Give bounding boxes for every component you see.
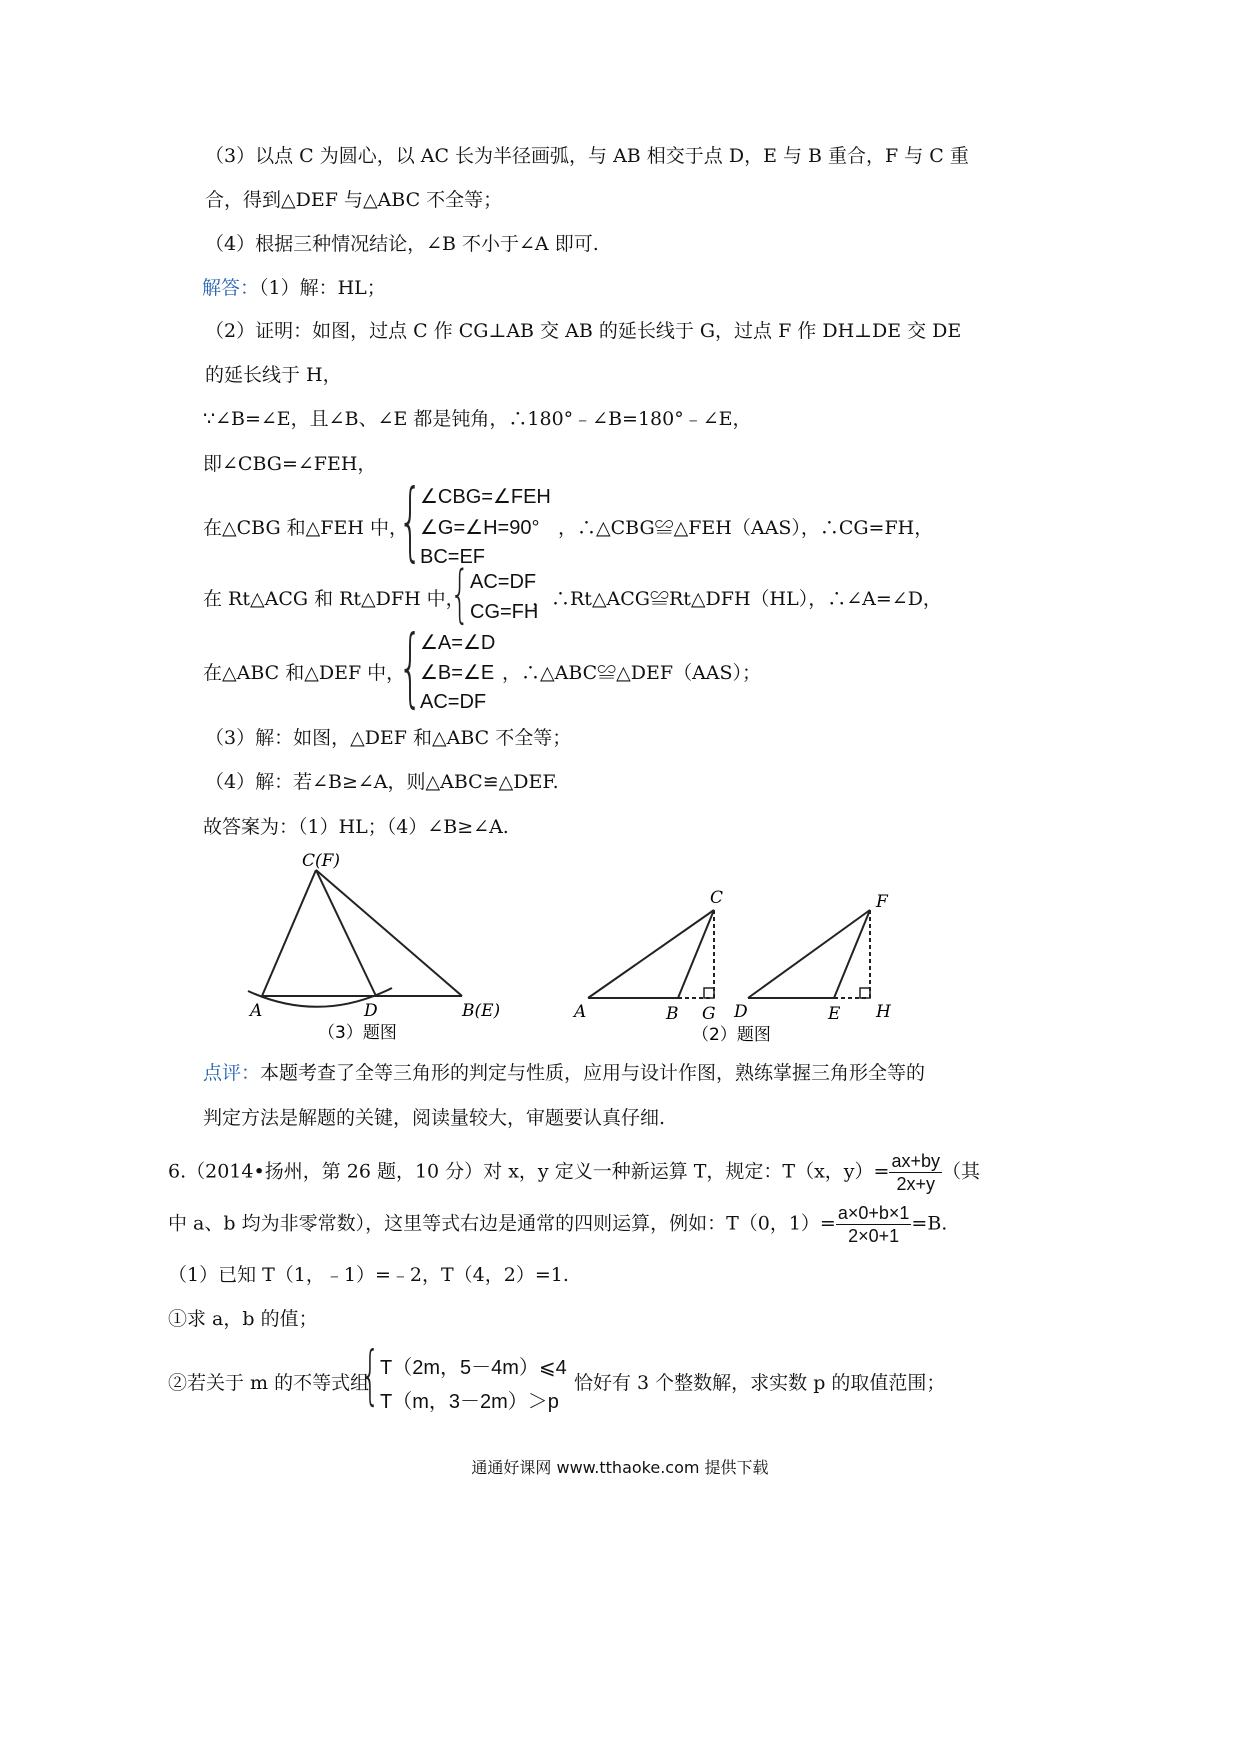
brace-sys1: { [398, 471, 423, 571]
fraction-t-definition [889, 1150, 942, 1195]
sys3-suffix: ，∴△ABC≌△DEF（AAS）； [502, 662, 762, 684]
q6-line1-end: （其 [942, 1160, 981, 1183]
answer-line [202, 275, 386, 301]
fraction-example [836, 1202, 912, 1247]
brace-sys3: { [398, 617, 423, 717]
answer-4: （4）解：若∠B≥∠A，则△ABC≌△DEF. [205, 771, 559, 793]
label-f2: F [876, 892, 888, 912]
label-d2: D [734, 1002, 748, 1022]
side-ca [262, 870, 316, 996]
comment-label: 点评： [203, 1062, 261, 1084]
inequality-line-2: T（m，3－2m）＞p [380, 1391, 559, 1413]
sys1-line-2: ∠G=∠H=90° [420, 517, 540, 539]
right-angle-g [704, 988, 714, 998]
paragraph-3-line1: （3）以点 C 为圆心，以 AC 长为半径画弧，与 AB 相交于点 D，E 与 B 重合，F 与 C 重 [205, 145, 969, 167]
label-b2: B [666, 1004, 679, 1024]
paragraph-3-line2: 合，得到△DEF 与△ABC 不全等； [205, 189, 503, 211]
sys1-line-3: BC=EF [420, 546, 486, 568]
sys3-line-2: ∠B=∠E [420, 662, 495, 684]
brace-sys2: { [450, 557, 470, 630]
q6-part1a: ①求 a，b 的值； [168, 1308, 318, 1330]
ji-line: 即∠CBG=∠FEH， [203, 453, 377, 475]
comment-line1 [203, 1060, 925, 1086]
right-angle-h [860, 988, 870, 998]
label-e2: E [828, 1004, 841, 1024]
label-c: C(F) [302, 851, 341, 871]
q6-line1-text: 6.（2014•扬州，第 26 题，10 分）对 x，y 定义一种新运算 T，规定：T（x，y）= [168, 1160, 890, 1183]
caption-fig2: （2）题图 [692, 1025, 771, 1045]
q6-line2-text: 中 a、b 均为非零常数），这里等式右边是通常的四则运算，例如：T（0，1）= [168, 1212, 836, 1235]
sys2-line-2: CG=FH [470, 601, 539, 623]
sys1-suffix: ，∴△CBG≌△FEH（AAS），∴CG=FH， [558, 517, 934, 539]
frac2-numerator: a×0+b×1 [837, 1203, 910, 1223]
label-b: B(E) [462, 1001, 501, 1021]
frac1-numerator: ax+by [891, 1151, 940, 1171]
comment-line2: 判定方法是解题的关键，阅读量较大，审题要认真仔细. [203, 1107, 666, 1129]
label-d: D [364, 1001, 378, 1021]
q6-line2-end: =B. [911, 1212, 948, 1235]
final-answer: 故答案为：（1）HL；（4）∠B≥∠A. [203, 816, 509, 838]
sys2-line-1: AC=DF [470, 571, 537, 593]
q6-part1: （1）已知 T（1，﹣1）=﹣2，T（4，2）=1. [168, 1264, 569, 1286]
sys1-prefix: 在△CBG 和△FEH 中， [203, 517, 408, 539]
side-cb [316, 870, 462, 996]
label-a: A [250, 1001, 263, 1021]
sys3-prefix: 在△ABC 和△DEF 中， [203, 662, 406, 684]
footer: 通通好课网 www.tthaoke.com 提供下载 [471, 1458, 769, 1477]
side-cd [316, 870, 376, 996]
figure-2-diagram [570, 882, 910, 1052]
q6-part1b-suffix: 恰好有 3 个整数解，求实数 p 的取值范围； [574, 1372, 946, 1394]
since-line: ∵∠B=∠E，且∠B、∠E 都是钝角，∴180°﹣∠B=180°﹣∠E， [203, 408, 752, 430]
comment-text-1: 本题考查了全等三角形的判定与性质，应用与设计作图，熟练掌握三角形全等的 [260, 1062, 926, 1084]
answer-3: （3）解：如图，△DEF 和△ABC 不全等； [205, 727, 572, 749]
figure-3-diagram [240, 848, 540, 1048]
label-g2: G [702, 1004, 716, 1024]
label-a2: A [574, 1002, 587, 1022]
inequality-line-1: T（2m，5－4m）⩽4 [380, 1357, 567, 1379]
proof-2-line1: （2）证明：如图，过点 C 作 CG⊥AB 交 AB 的延长线于 G，过点 F 作 DH⊥DE 交 DE [205, 320, 962, 342]
frac1-denominator: 2x+y [896, 1174, 935, 1194]
frac2-denominator: 2×0+1 [848, 1226, 900, 1246]
q6-line1 [168, 1150, 980, 1195]
caption-fig3: （3）题图 [318, 1023, 397, 1043]
brace-inequality: { [360, 1339, 381, 1413]
sys3-line-1: ∠A=∠D [420, 632, 496, 654]
answer-1: （1）解：HL； [259, 277, 386, 299]
sys2-prefix: 在 Rt△ACG 和 Rt△DFH 中， [203, 588, 465, 610]
answer-label: 解答： [202, 277, 260, 299]
label-h2: H [876, 1002, 891, 1022]
label-c2: C [710, 888, 724, 908]
sys2-suffix: ，∴Rt△ACG≌Rt△DFH（HL），∴∠A=∠D， [532, 588, 942, 610]
sys1-line-1: ∠CBG=∠FEH [420, 486, 551, 508]
sys3-line-3: AC=DF [420, 691, 487, 713]
paragraph-4: （4）根据三种情况结论，∠B 不小于∠A 即可. [205, 233, 599, 255]
proof-2-line2: 的延长线于 H， [205, 364, 342, 386]
q6-part1b-prefix: ②若关于 m 的不等式组 [168, 1372, 370, 1394]
q6-line2 [168, 1202, 947, 1247]
